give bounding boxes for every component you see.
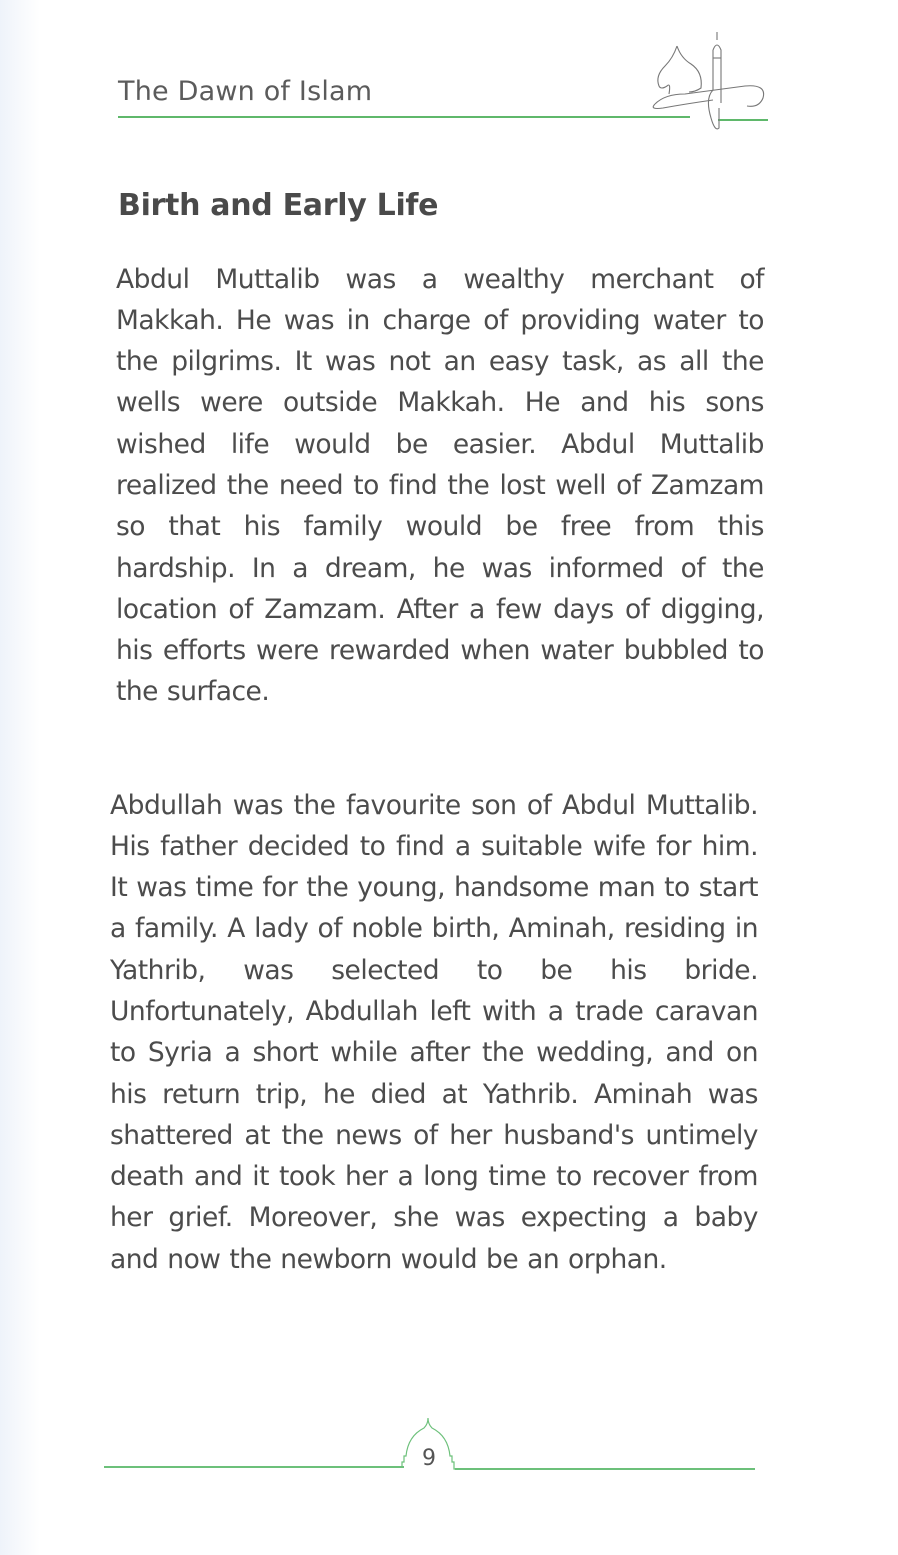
running-head-title: The Dawn of Islam	[118, 76, 373, 107]
body-paragraph: Abdul Muttalib was a wealthy merchant of Makkah. He was in charge of providing water to the pilgrims. It was not an easy task, as all the wells were outside Makkah. He and his sons wished life would be easier. Abdul Muttalib realized the need to find the lost well of Zamzam so that his family would be free from this hardship. In a dream, he was informed of the location of Zamzam. After a few days of digging, his efforts were rewarded when water bubbled to the surface.	[116, 263, 764, 708]
page-edge-shade	[0, 0, 40, 1555]
footer-rule-right	[455, 1468, 755, 1470]
section-title: Birth and Early Life	[118, 188, 439, 223]
header-rule	[118, 116, 690, 118]
body-paragraph: Abdullah was the favourite son of Abdul Muttalib. His father decided to find a suitable wife for him. It was time for the young, handsome man to start a family. A lady of noble birth, Aminah, residing in Yathrib, was selected to be his bride. Unfortunately, Abdullah left with a trade caravan to Syria a short while after the wedding, and on his return trip, he died at Yathrib. Aminah was shattered at the news of her husband's untimely death and it took her a long time to recover from her grief. Moreover, she was expecting a baby and now the newborn would be an orphan.	[110, 789, 758, 1275]
page-number: 9	[422, 1446, 436, 1471]
footer-rule-left	[104, 1466, 404, 1468]
mosque-dome-minaret-icon	[645, 28, 775, 133]
